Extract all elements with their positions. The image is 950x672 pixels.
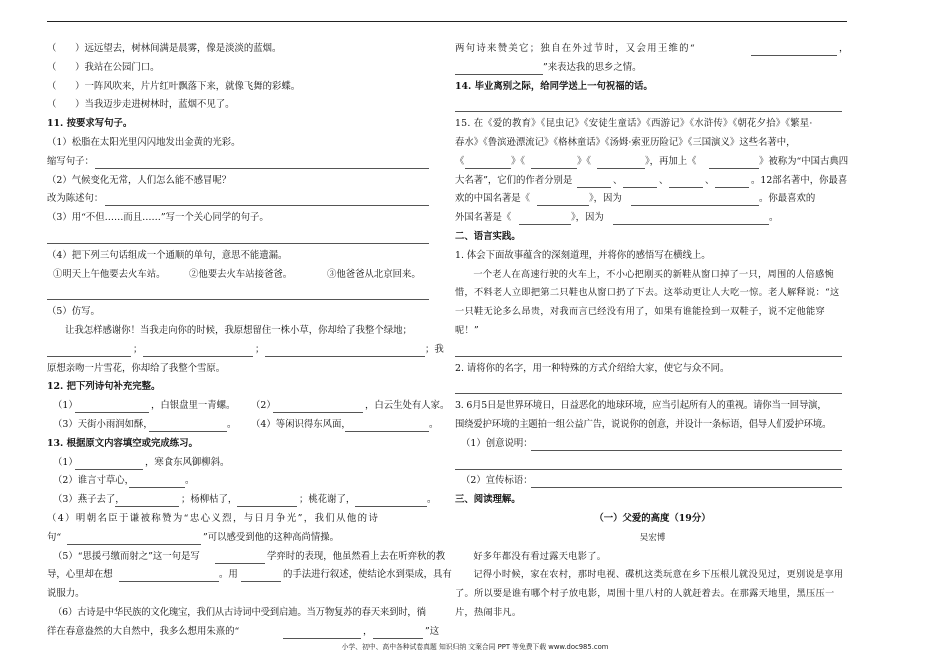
- q11-5: （5）仿写。: [47, 306, 100, 318]
- answer-line[interactable]: [215, 563, 265, 564]
- right-column: [455, 40, 850, 623]
- q11-4-c: ③他爸爸从北京回来。: [327, 268, 421, 280]
- q13-5b: [47, 566, 452, 585]
- q11-5-text: 让我怎样感谢你！当我走向你的时候，我原想留住一株小草，你却给了我整个绿地；: [65, 324, 412, 336]
- q13-2: [47, 472, 439, 491]
- answer-line[interactable]: [47, 243, 429, 244]
- cont-line-2: [455, 59, 850, 78]
- q13-4a: （4）明朝名臣于谦被称赞为“忠心义烈，与日月争光”，我们从他的诗: [47, 512, 380, 524]
- q13-2-text: （2）谁言寸草心，: [53, 475, 134, 487]
- q15-f1: 外国名著是《: [455, 212, 512, 224]
- q15-line-f: [455, 209, 850, 228]
- q13-6b: [47, 623, 439, 642]
- q13-5-text-c: 导，心里却在想: [47, 569, 113, 581]
- punct: 。: [769, 212, 779, 224]
- q13-6-end: ”这: [425, 625, 440, 637]
- q15-line-b: 春水》《鲁滨逊漂流记》《格林童话》《汤姆·索亚历险记》《三国演义》这些名著中，: [455, 136, 796, 148]
- page-footer: 小学、初中、高中各种试卷真题 知识归纳 文案合同 PPT 等免费下载 www.doc985.com: [341, 643, 609, 651]
- answer-line[interactable]: [455, 356, 842, 357]
- q12-1-text: ，白银盘里一青螺。: [151, 400, 236, 412]
- answer-line[interactable]: [455, 111, 842, 112]
- practice-3-2: [455, 472, 850, 491]
- section-2-heading: 二、语言实践。: [455, 230, 521, 242]
- answer-line[interactable]: [715, 187, 749, 188]
- punct: 、: [613, 174, 623, 186]
- story-line: 呢！”: [455, 324, 479, 336]
- punct: 、: [659, 174, 669, 186]
- answer-line[interactable]: [531, 487, 842, 488]
- q11-2-answer: [47, 190, 439, 209]
- answer-line[interactable]: [283, 638, 361, 639]
- answer-line[interactable]: [537, 205, 589, 206]
- cont2-text: ”来表达我的思乡之情。: [543, 61, 642, 73]
- question-15: 15. 在《爱的教育》《昆虫记》《安徒生童话》《西游记》《水浒传》《朝花夕拾》《繁星·: [455, 118, 813, 130]
- answer-line[interactable]: [465, 168, 511, 169]
- q11-4-a: ①明天上午他要去火车站。: [53, 268, 166, 280]
- q15-e3: 。你最喜欢的: [759, 193, 816, 205]
- header-rule: [47, 21, 847, 22]
- question-11-title: 11. 按要求写句子。: [47, 118, 133, 130]
- q11-4: （4）把下列三句话组成一个通顺的单句，意思不能遗漏。: [47, 249, 288, 261]
- q13-6a: （6）古诗是中华民族的文化瑰宝，我们从古诗词中受到启迪。当万物复苏的春天来到时，徜: [53, 606, 426, 618]
- q13-5-text-e: 的手法进行叙述，使结论水到渠成，具有: [283, 569, 452, 581]
- practice-1-answer: [455, 341, 850, 360]
- answer-line[interactable]: [709, 168, 759, 169]
- punct: ；: [255, 343, 265, 355]
- answer-line[interactable]: [149, 431, 227, 432]
- q11-1-label: 缩写句子：: [47, 155, 94, 167]
- q12-2-text: ，白云生处有人家。: [365, 400, 450, 412]
- list-item: （ ）我站在公园门口。: [47, 61, 160, 73]
- q11-2-label: 改为陈述句：: [47, 193, 104, 205]
- list-item: （ ）当我迈步走进树林时，蓝烟不见了。: [47, 99, 235, 111]
- q15-f2: 》，因为: [571, 212, 604, 224]
- q15-line-d: [455, 172, 850, 191]
- practice-1: 1. 体会下面故事蕴含的深刻道理，并将你的感悟写在横线上。: [455, 249, 711, 261]
- section-3-heading: 三、阅读理解。: [455, 494, 521, 506]
- p3-1-label: （1）创意说明：: [461, 437, 533, 449]
- answer-line[interactable]: [143, 356, 253, 357]
- q15-e1: 欢的中国名著是《: [455, 193, 531, 205]
- punct: 。: [227, 418, 237, 430]
- q13-6-text: 徉在春意盎然的大自然中，我多么想用朱熹的“: [47, 625, 240, 637]
- q13-1-text: ，寒食东风御柳斜。: [145, 456, 230, 468]
- q15-d2: 。12部名著中，你最喜: [751, 174, 848, 186]
- cont1-text: 两句诗来赞美它；独自在外过节时，又会用王维的“: [455, 43, 696, 54]
- answer-line[interactable]: [373, 638, 423, 639]
- q11-1: （1）松脂在太阳光里闪闪地发出金黄的光彩。: [47, 136, 241, 148]
- q12-1-label: （1）: [53, 400, 78, 412]
- answer-line[interactable]: [455, 393, 842, 394]
- answer-line[interactable]: [531, 450, 842, 451]
- question-12-title: 12. 把下列诗句补充完整。: [47, 381, 161, 393]
- q12-row1: [47, 397, 450, 416]
- q13-3-text-b: ；杨柳枯了，: [181, 494, 238, 506]
- answer-line[interactable]: [265, 356, 425, 357]
- answer-line[interactable]: [273, 412, 363, 413]
- answer-line[interactable]: [237, 506, 297, 507]
- practice-2: 2. 请将你的名字，用一种特殊的方式介绍给大家，使它与众不同。: [455, 362, 730, 374]
- q12-2-label: （2）: [251, 400, 276, 412]
- answer-line[interactable]: [669, 187, 703, 188]
- q14-answer: [455, 96, 850, 115]
- answer-line[interactable]: [751, 55, 837, 56]
- punct: ，: [363, 625, 373, 637]
- reading-title: （一）父爱的高度（19分）: [594, 512, 711, 524]
- q15-line-c: [455, 153, 850, 172]
- q13-5a: [47, 548, 446, 567]
- answer-line[interactable]: [241, 581, 281, 582]
- list-item: （ ）一阵风吹来，片片红叶飘落下来，就像飞舞的彩蝶。: [47, 80, 301, 92]
- q11-1-answer: [47, 153, 439, 172]
- punct: 》《: [511, 155, 526, 167]
- q11-3: （3）用“不但……而且……”写一个关心同学的句子。: [47, 212, 269, 224]
- q13-5-text-d: 。用: [219, 569, 238, 581]
- q12-4-text: （4）等闲识得东风面，: [251, 418, 351, 430]
- answer-line[interactable]: [597, 168, 645, 169]
- q13-5-text: （5）“思援弓缴而射之”这一句是写: [53, 550, 200, 562]
- practice-3-1-extra: [455, 454, 850, 473]
- q13-1-label: （1）: [53, 456, 78, 468]
- story-line: 惜，不料老人立即把第二只鞋也从窗口扔了下去。这举动更让人大吃一惊。老人解释说：“这: [455, 287, 840, 299]
- practice-3-1: [455, 435, 850, 454]
- q11-2: （2）气候变化无常，人们怎么能不感冒呢？: [47, 174, 232, 186]
- left-column: [47, 40, 452, 642]
- punct: ；我: [425, 343, 444, 355]
- q11-4-answer: [47, 284, 439, 303]
- answer-line[interactable]: [95, 168, 429, 169]
- reading-para: 片，热闹非凡。: [455, 606, 522, 618]
- answer-line[interactable]: [345, 431, 429, 432]
- answer-line[interactable]: [75, 412, 149, 413]
- q13-3-text: （3）燕子去了，: [53, 494, 125, 506]
- q11-5-blanks: [47, 341, 444, 360]
- question-13-title: 13. 根据原文内容填空或完成练习。: [47, 437, 198, 449]
- q12-row2: [47, 416, 439, 435]
- answer-line[interactable]: [455, 74, 543, 75]
- punct: 《: [455, 155, 465, 167]
- punct: 。: [185, 475, 195, 487]
- q13-5-text-b: 学弈时的表现，他虽然看上去在听弈秋的教: [267, 550, 446, 562]
- q13-5c: 说服力。: [47, 588, 85, 600]
- q15-line-e: [455, 190, 850, 209]
- q13-3-text-c: ；桃花谢了，: [299, 494, 356, 506]
- cont-line-1: [455, 40, 850, 59]
- q12-3-text: （3）天街小雨润如酥，: [53, 418, 153, 430]
- punct: 》《: [577, 155, 592, 167]
- practice-3a: 3. 6月5日是世界环境日，日益恶化的地球环境，应当引起所有人的重视。请你当一回导演，: [455, 400, 827, 412]
- story-line: 一个老人在高速行驶的火车上，不小心把刚买的新鞋从窗口掉了一只，周围的人倍感惋: [473, 268, 834, 280]
- answer-line[interactable]: [105, 205, 429, 206]
- story-line: 一只鞋无论多么昂贵，对我而言已经没有用了，如果有谁能捡到一双鞋子，说不定他能穿: [455, 306, 826, 318]
- answer-line[interactable]: [631, 205, 759, 206]
- reading-para: 了。所以要是谁有哪个村子放电影，周围十里八村的人就赶着去。在那露天地里，黑压压一: [455, 588, 835, 600]
- q13-1: [47, 454, 439, 473]
- q13-4-text: ”可以感受到他的这种高尚情操。: [203, 531, 340, 543]
- q15-c4: 》，再加上《: [645, 155, 697, 167]
- q15-c5: 》被称为“中国古典四: [759, 155, 849, 167]
- answer-line[interactable]: [613, 224, 769, 225]
- p3-2-label: （2）宣传标语：: [461, 475, 533, 487]
- q13-4b: [47, 529, 439, 548]
- q13-3: [47, 491, 439, 510]
- answer-line[interactable]: [115, 506, 179, 507]
- answer-line[interactable]: [75, 469, 143, 470]
- practice-3b: 围绕爱护环境的主题拍一组公益广告，说说你的创意，并设计一条标语，倡导人们爱护环境。: [455, 418, 832, 430]
- q11-3-answer: [47, 228, 439, 247]
- answer-line[interactable]: [577, 187, 611, 188]
- q15-e2: 》，因为: [589, 193, 622, 205]
- punct: ，: [839, 43, 849, 54]
- answer-line[interactable]: [623, 187, 657, 188]
- answer-line[interactable]: [47, 299, 429, 300]
- q15-d1: 大名著”，它们的作者分别是: [455, 174, 573, 186]
- punct: 、: [705, 174, 715, 186]
- q11-4-b: ②他要去火车站接爸爸。: [189, 268, 293, 280]
- answer-line[interactable]: [531, 168, 577, 169]
- answer-line[interactable]: [119, 581, 219, 582]
- reading-author: 吴宏博: [639, 532, 666, 543]
- punct: ；: [133, 343, 143, 355]
- answer-line[interactable]: [519, 224, 571, 225]
- punct: 。: [429, 418, 439, 430]
- reading-para: 记得小时候，家在农村，那时电视、碟机这类玩意在乡下压根儿就没见过，更别说是享用: [473, 569, 844, 581]
- list-item: （ ）远远望去，树林间满是晨雾，像是淡淡的蓝烟。: [47, 43, 282, 54]
- q13-4-open: 句“: [47, 531, 62, 543]
- answer-line[interactable]: [129, 487, 185, 488]
- practice-2-answer: [455, 378, 850, 397]
- answer-line[interactable]: [455, 469, 842, 470]
- q11-4-parts: [47, 266, 439, 285]
- answer-line[interactable]: [355, 506, 427, 507]
- reading-para: 好多年都没有看过露天电影了。: [473, 550, 607, 562]
- q11-5-text2: 原想亲吻一片雪花，你却给了我整个雪原。: [47, 362, 226, 374]
- punct: 。: [427, 494, 437, 506]
- question-14: 14. 毕业离别之际，给同学送上一句祝福的话。: [455, 80, 653, 92]
- answer-line[interactable]: [67, 544, 201, 545]
- answer-line[interactable]: [47, 356, 131, 357]
